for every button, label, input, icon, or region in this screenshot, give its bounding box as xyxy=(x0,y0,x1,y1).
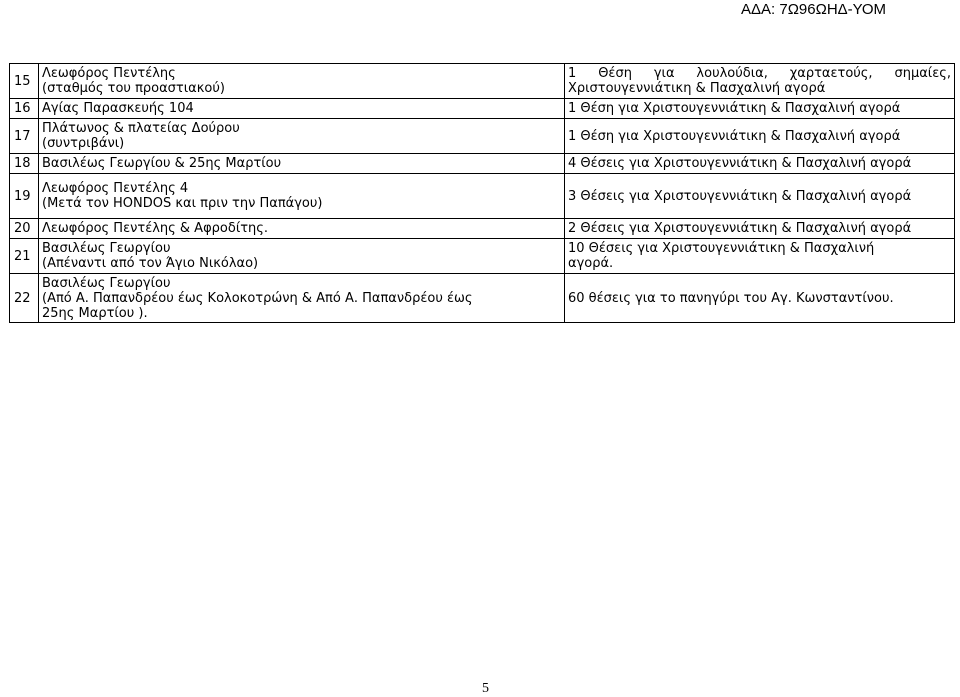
location-line: Λεωφόρος Πεντέλης & Αφροδίτης. xyxy=(42,221,269,236)
location-line: Βασιλέως Γεωργίου & 25ης Μαρτίου xyxy=(42,156,282,171)
description-cell xyxy=(565,154,955,174)
description-line: 4 Θέσεις για Χριστουγεννιάτικη & Πασχαλινή αγορά xyxy=(568,156,912,171)
row-number: 17 xyxy=(10,119,39,154)
table-row xyxy=(10,174,955,219)
row-number: 16 xyxy=(10,99,39,119)
row-number: 19 xyxy=(10,174,39,219)
description-cell xyxy=(565,274,955,323)
description-cell xyxy=(565,99,955,119)
location-line: (συντριβάνι) xyxy=(42,136,125,151)
location-line: Πλάτωνος & πλατείας Δούρου xyxy=(42,121,240,136)
location-line: Βασιλέως Γεωργίου xyxy=(42,241,171,256)
location-line: (Από Α. Παπανδρέου έως Κολοκοτρώνη & Από Α. Παπανδρέου έως xyxy=(42,290,473,306)
table-row xyxy=(10,219,955,239)
location-cell xyxy=(39,174,565,219)
description-line: 10 Θέσεις για Χριστουγεννιάτικη & Πασχαλινή xyxy=(568,241,875,256)
table-row xyxy=(10,274,955,323)
table-row xyxy=(10,64,955,99)
description-cell xyxy=(565,174,955,219)
description-line: 1 Θέση για λουλούδια, χαρταετούς, σημαίες, xyxy=(568,66,951,81)
location-line: 25ης Μαρτίου ). xyxy=(42,305,148,321)
description-line: 60 θέσεις για το πανηγύρι του Αγ. Κωνσταντίνου. xyxy=(568,290,894,306)
location-cell xyxy=(39,239,565,274)
description-line: 3 Θέσεις για Χριστουγεννιάτικη & Πασχαλινή αγορά xyxy=(568,188,912,204)
location-cell xyxy=(39,219,565,239)
table-row xyxy=(10,154,955,174)
description-line: 1 Θέση για Χριστουγεννιάτικη & Πασχαλινή αγορά xyxy=(568,101,901,116)
description-line: αγορά. xyxy=(568,256,614,271)
description-cell xyxy=(565,219,955,239)
location-line: Λεωφόρος Πεντέλης 4 xyxy=(42,181,189,196)
document-code: ΑΔΑ: 7Ω96ΩΗΔ-ΥΟΜ xyxy=(741,1,886,18)
location-cell xyxy=(39,99,565,119)
row-number: 18 xyxy=(10,154,39,174)
location-cell xyxy=(39,274,565,323)
row-number: 20 xyxy=(10,219,39,239)
page-number: 5 xyxy=(482,681,489,696)
locations-table xyxy=(9,63,955,323)
location-cell xyxy=(39,64,565,99)
row-number: 21 xyxy=(10,239,39,274)
row-number: 22 xyxy=(10,274,39,323)
description-cell xyxy=(565,64,955,99)
location-cell xyxy=(39,154,565,174)
description-cell xyxy=(565,239,955,274)
description-line: 1 Θέση για Χριστουγεννιάτικη & Πασχαλινή αγορά xyxy=(568,128,901,144)
location-line: Βασιλέως Γεωργίου xyxy=(42,275,171,291)
location-line: Αγίας Παρασκευής 104 xyxy=(42,101,194,116)
location-cell xyxy=(39,119,565,154)
row-number: 15 xyxy=(10,64,39,99)
description-cell xyxy=(565,119,955,154)
description-line: 2 Θέσεις για Χριστουγεννιάτικη & Πασχαλινή αγορά xyxy=(568,221,912,236)
location-line: (σταθμός του προαστιακού) xyxy=(42,81,225,96)
location-line: (Απέναντι από τον Άγιο Νικόλαο) xyxy=(42,256,259,271)
location-line: (Μετά τον HONDOS και πριν την Παπάγου) xyxy=(42,196,323,211)
table-row xyxy=(10,119,955,154)
table-row xyxy=(10,239,955,274)
location-line: Λεωφόρος Πεντέλης xyxy=(42,66,176,81)
table-row xyxy=(10,99,955,119)
description-line: Χριστουγεννιάτικη & Πασχαλινή αγορά xyxy=(568,81,826,96)
